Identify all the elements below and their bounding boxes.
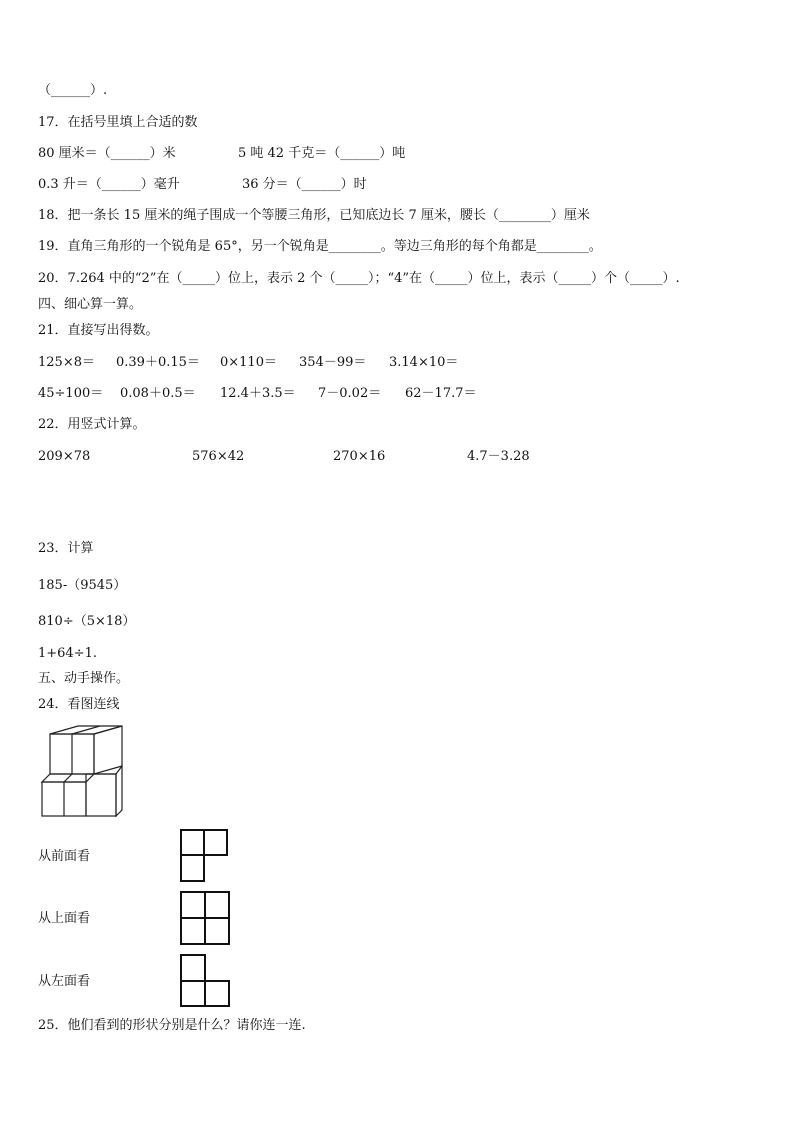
section-4-heading: 四、细心算一算。 [38,297,143,312]
q24-title: 24．看图连线 [38,697,120,712]
q17-item: 0.3 升＝（______）毫升 [38,177,180,192]
q18-text: 18．把一条长 15 厘米的绳子围成一个等腰三角形，已知底边长 7 厘米，腰长（________）厘米 [38,208,590,223]
q21-expression: 0.39＋0.15＝ [116,355,200,370]
q23-problem: 1+64÷1. [38,646,98,661]
top-blank: （______）. [38,83,108,98]
cube-stack-figure [38,724,132,820]
q22-problem: 4.7－3.28 [467,449,530,464]
q22-title: 22．用竖式计算。 [38,417,146,432]
q22-problem: 209×78 [38,449,91,464]
q21-expression: 0×110＝ [220,355,277,370]
q17-item: 80 厘米＝（______）米 [38,146,176,161]
view-label-front: 从前面看 [38,849,91,864]
q17-title: 17．在括号里填上合适的数 [38,115,198,130]
view-shape-2[interactable] [180,891,232,947]
q21-expression: 12.4＋3.5＝ [220,386,296,401]
q21-title: 21．直接写出得数。 [38,323,159,338]
view-label-left: 从左面看 [38,974,91,989]
q21-expression: 45÷100＝ [38,386,104,401]
q20-text: 20．7.264 中的“2”在（_____）位上，表示 2 个（_____）；“4”在（_____）位上，表示（_____）个（_____）. [38,271,680,286]
q21-expression: 3.14×10＝ [389,355,459,370]
q23-title: 23．计算 [38,541,94,556]
q21-expression: 354－99＝ [299,355,367,370]
q22-problem: 576×42 [192,449,245,464]
q25-text: 25．他们看到的形状分别是什么？请你连一连. [38,1018,306,1033]
view-label-top: 从上面看 [38,911,91,926]
q17-item: 5 吨 42 千克＝（______）吨 [238,146,406,161]
view-shape-3[interactable] [180,954,232,1008]
view-shape-1[interactable] [180,829,230,883]
q17-item: 36 分＝（______）时 [242,177,367,192]
q23-problem: 810÷（5×18） [38,614,136,629]
q21-expression: 125×8＝ [38,355,95,370]
section-5-heading: 五、动手操作。 [38,671,130,686]
q22-problem: 270×16 [333,449,386,464]
q21-expression: 0.08＋0.5＝ [120,386,196,401]
q19-text: 19．直角三角形的一个锐角是 65°，另一个锐角是________。等边三角形的每个角都是________。 [38,239,602,254]
q23-problem: 185-（9545） [38,578,127,593]
q21-expression: 62－17.7＝ [405,386,477,401]
q21-expression: 7－0.02＝ [318,386,382,401]
